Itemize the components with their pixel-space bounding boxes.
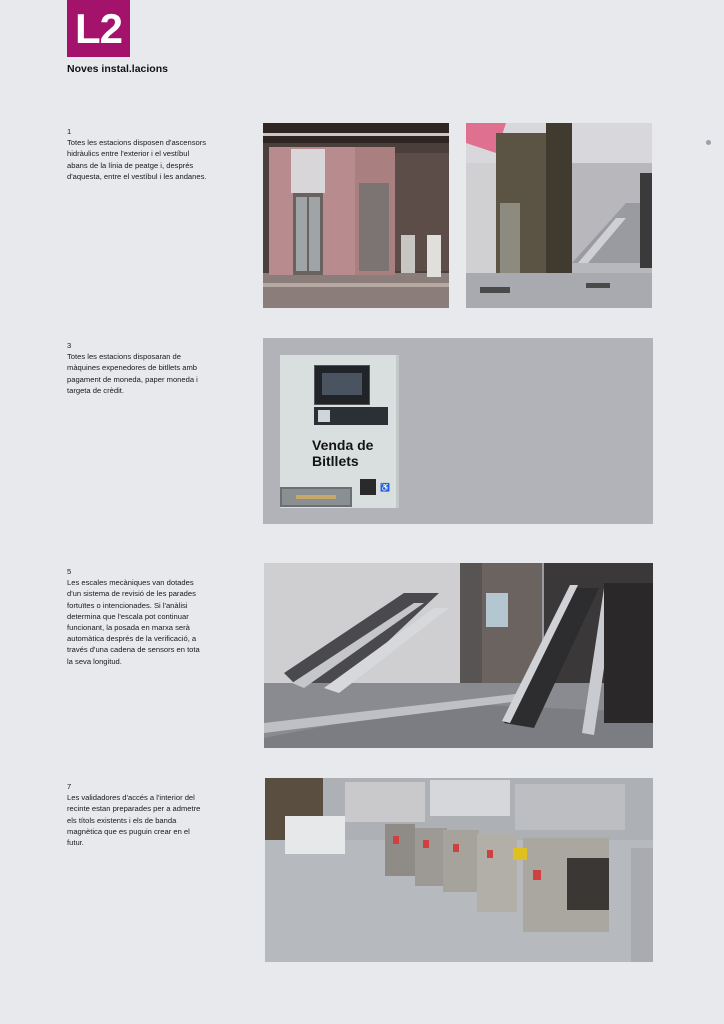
tvm-slot-opening (296, 495, 336, 499)
block-1-number: 1 (67, 127, 72, 136)
block-1-text (67, 126, 207, 182)
photo-elevator-stairs (466, 123, 652, 308)
block-5-body: Les escales mecàniques van dotades d'un sistema de revisió de les parades fortuïtes o intencionades. Si l'anàlisi determina que l'escala pot continuar funcionant, la posada en marxa serà automàtica després de la verificació, a través d'una cadena de sensors en tota la seva longitud. (67, 578, 200, 666)
block-5-text (67, 566, 207, 667)
photo-elevator-vestibule (263, 123, 449, 308)
card-icon (318, 410, 330, 422)
photo-validators (265, 778, 653, 962)
line-badge: L2 (67, 0, 130, 57)
tvm-card-reader (314, 407, 388, 425)
page-dot (706, 140, 711, 145)
section-title: Noves instal.lacions (67, 63, 168, 75)
block-5-number: 5 (67, 567, 72, 576)
photo-escalators (264, 563, 653, 748)
tvm-keypad (360, 479, 376, 495)
block-7-body: Les validadores d'accés a l'interior del recinte estan preparades per a admetre els títols existents i els de banda magnètica que es puguin crear en el futur. (67, 793, 201, 848)
tvm-screen-display (322, 373, 362, 395)
tvm-ticket-slot (280, 487, 352, 507)
block-1-body: Totes les estacions disposen d'ascensors hidràulics entre l'exterior i el vestíbul abans de la línia de peatge i, després d'aquesta, entre el vestíbul i les andanes. (67, 138, 207, 181)
block-3-text (67, 340, 207, 396)
block-7-text (67, 781, 207, 848)
accessibility-icon: ♿ (380, 483, 390, 492)
tvm-label: Venda de Bitllets (312, 437, 374, 469)
tvm-screen (314, 365, 370, 405)
block-3-number: 3 (67, 341, 72, 350)
ticket-vending-machine (280, 355, 399, 508)
block-7-number: 7 (67, 782, 72, 791)
block-3-body: Totes les estacions disposaran de màquines expenedores de bitllets amb pagament de moneda, paper moneda i targeta de crèdit. (67, 352, 198, 395)
